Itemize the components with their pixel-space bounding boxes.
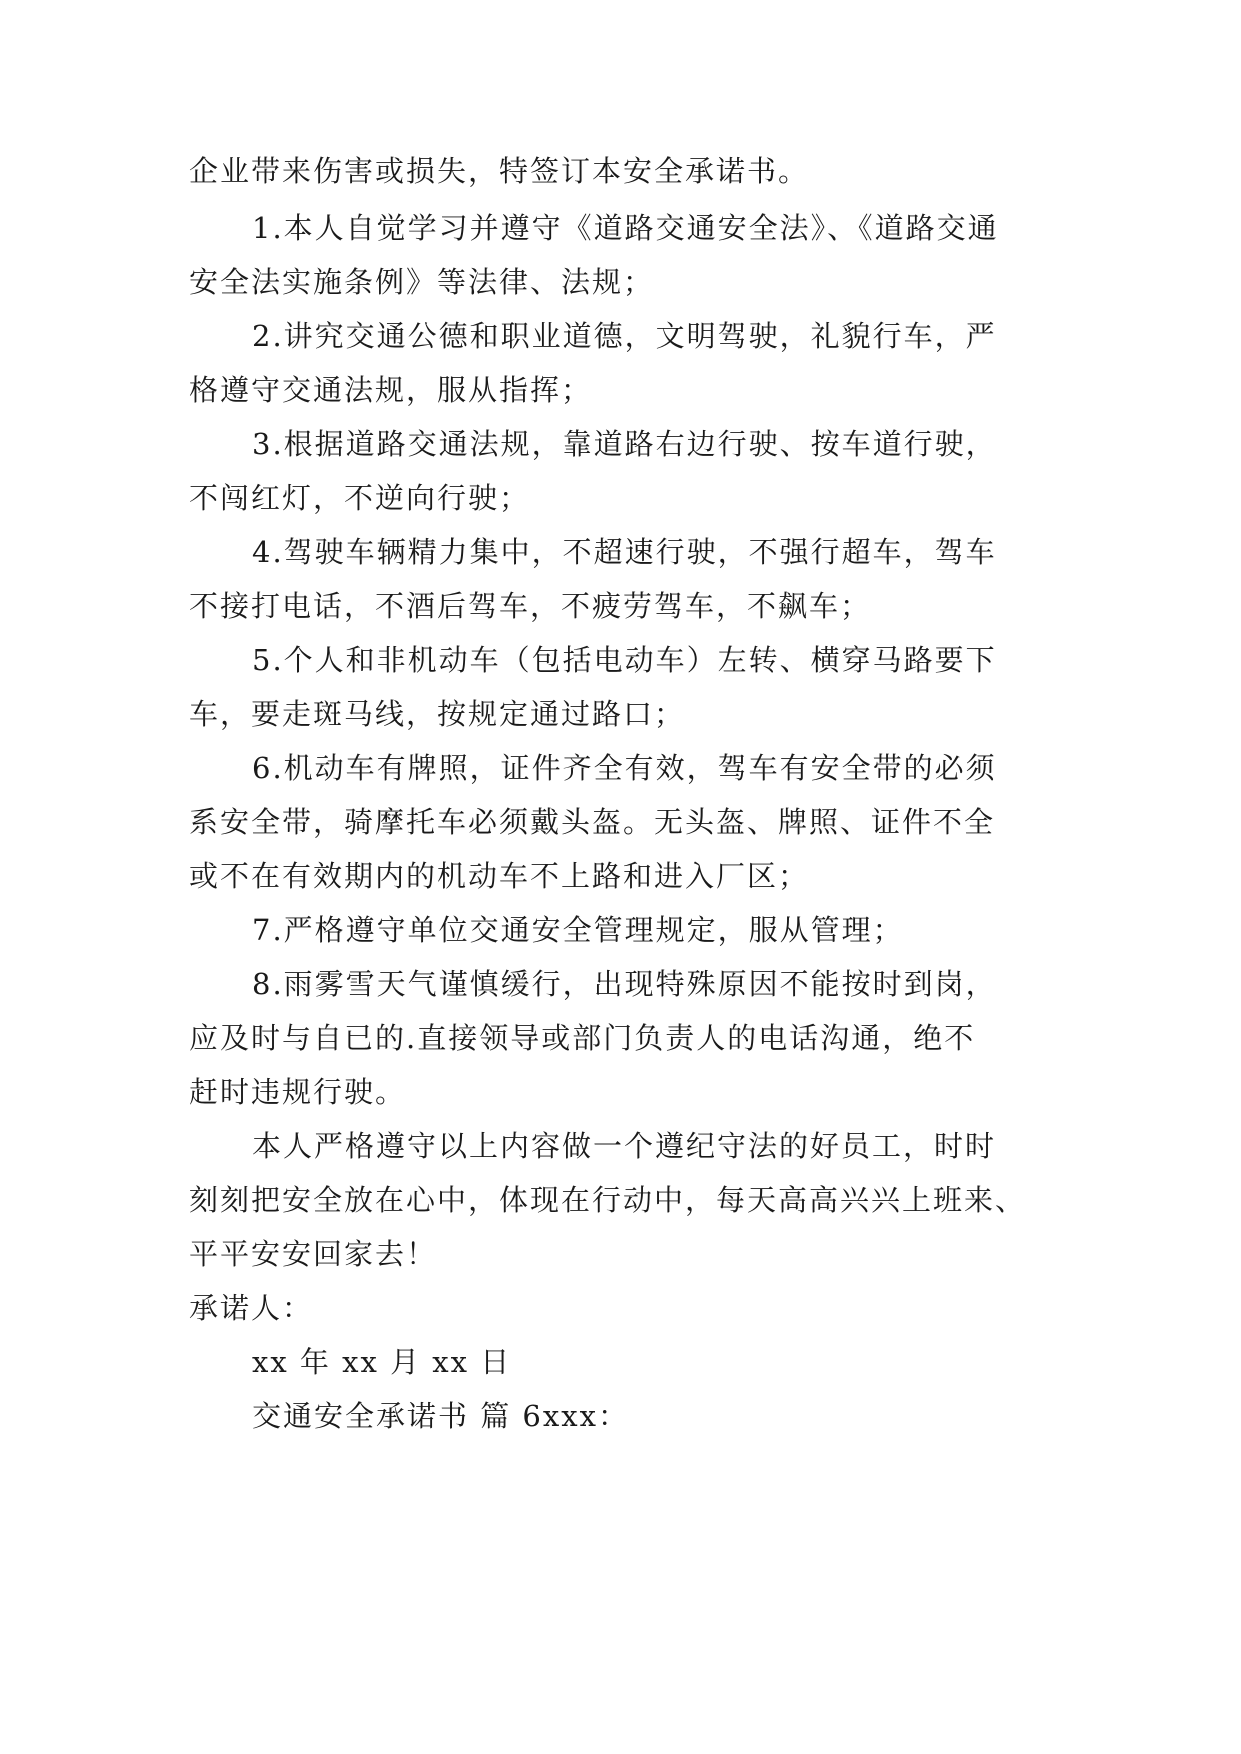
item-1-line-2: 安全法实施条例》等法律、法规； [189,265,655,299]
item-4-line-1: 4.驾驶车辆精力集中，不超速行驶，不强行超车，驾车 [252,535,997,569]
closing-line-2: 刻刻把安全放在心中，体现在行动中，每天高高兴兴上班来、 [189,1183,1027,1217]
item-3-line-2: 不闯红灯，不逆向行驶； [189,481,531,515]
closing-line-3: 平平安安回家去！ [189,1237,438,1271]
item-3-line-1: 3.根据道路交通法规，靠道路右边行驶、按车道行驶， [252,427,997,461]
item-1-line-1: 1.本人自觉学习并遵守《道路交通安全法》、《道路交通 [252,211,999,245]
item-6-line-3: 或不在有效期内的机动车不上路和进入厂区； [189,859,810,893]
item-6-line-2: 系安全带，骑摩托车必须戴头盔。无头盔、牌照、证件不全 [189,805,996,839]
item-2-line-2: 格遵守交通法规，服从指挥； [189,373,593,407]
paragraph-intro-line: 企业带来伤害或损失，特签订本安全承诺书。 [189,154,810,188]
item-8-line-2: 应及时与自已的.直接领导或部门负责人的电话沟通，绝不 [189,1021,976,1055]
date-line: xx 年 xx 月 xx 日 [252,1345,512,1379]
next-section-heading: 交通安全承诺书 篇 6xxx： [252,1399,629,1433]
item-8-line-3: 赶时违规行驶。 [189,1075,407,1109]
item-5-line-2: 车，要走斑马线，按规定通过路口； [189,697,686,731]
item-4-line-2: 不接打电话，不酒后驾车，不疲劳驾车，不飙车； [189,589,872,623]
item-2-line-1: 2.讲究交通公德和职业道德，文明驾驶，礼貌行车，严 [252,319,997,353]
closing-line-1: 本人严格遵守以上内容做一个遵纪守法的好员工，时时 [252,1129,997,1163]
item-6-line-1: 6.机动车有牌照，证件齐全有效，驾车有安全带的必须 [252,751,997,785]
item-8-line-1: 8.雨雾雪天气谨慎缓行，出现特殊原因不能按时到岗， [252,967,997,1001]
item-5-line-1: 5.个人和非机动车（包括电动车）左转、横穿马路要下 [252,643,997,677]
signatory-label: 承诺人： [189,1291,314,1325]
item-7-line-1: 7.严格遵守单位交通安全管理规定，服从管理； [252,913,904,947]
